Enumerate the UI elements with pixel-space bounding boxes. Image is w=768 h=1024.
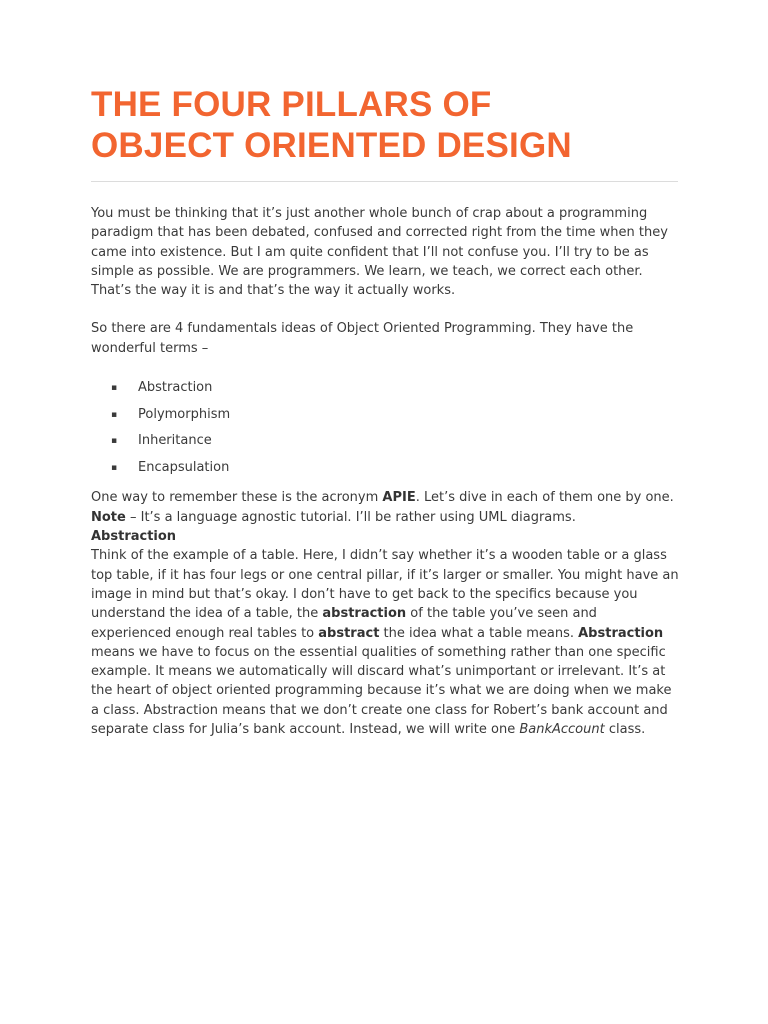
list-item [91,375,679,402]
list-item-label: Inheritance [138,433,212,449]
page-title [91,84,679,166]
list-item-label: Abstraction [138,380,213,396]
section-heading: Abstraction [91,529,177,545]
list-item [91,428,679,455]
list-item-label: Encapsulation [138,459,230,475]
title-line-2: OBJECT ORIENTED DESIGN [91,126,572,165]
bullet-icon: ▪ [111,436,118,447]
pillars-list [91,375,679,481]
abstraction-text-3: the idea what a table means. [379,625,579,641]
abstraction-text-2: of the table you’ve seen and experienced enough real tables to [91,606,597,641]
abstraction-italic-class: BankAccount [519,722,605,738]
list-item [91,402,679,429]
intro-paragraph: You must be thinking that it’s just another whole bunch of crap about a programming paradigm that has been debated, confused and corrected right from the time when they came into existence. But I am quite confident that I’ll not confuse you. I’ll try to be as simple as possible. We are programmers. We learn, we teach, we correct each other. That’s the way it is and that’s the way it actually works. [91,206,668,299]
abstraction-bold-1: abstraction [322,606,407,622]
note-label: Note [91,509,126,525]
list-item [91,455,679,482]
bullet-icon: ▪ [111,409,118,420]
abstraction-text-5: class. [604,722,646,738]
body-paragraph [91,488,679,739]
abstraction-bold-3: Abstraction [578,625,664,641]
fundamentals-paragraph: So there are 4 fundamentals ideas of Object Oriented Programming. They have the wonderful terms – [91,321,634,356]
bullet-icon: ▪ [111,383,118,394]
acronym-term: APIE [382,490,416,506]
list-item-label: Polymorphism [138,406,231,422]
note-text: – It’s a language agnostic tutorial. I’ll be rather using UML diagrams. [125,509,576,525]
title-divider [91,181,678,182]
title-line-1: THE FOUR PILLARS OF [91,85,492,124]
acronym-text-after: . Let’s dive in each of them one by one. [415,490,674,506]
abstraction-text-4: means we have to focus on the essential qualities of something rather than one specific example. It means we automatically will discard what’s unimportant or irrelevant. It’s at the heart of object oriented programming because it’s what we are doing when we make a class. Abstraction means that we don’t create one class for Robert’s bank account and separate class for Julia’s bank account. Instead, we will write one [91,644,672,738]
abstraction-text-1: Think of the example of a table. Here, I didn’t say whether it’s a wooden table or a glass top table, if it has four legs or one central pillar, if it’s larger or smaller. You might have an image in mind but that’s okay. I don’t have to get back to the specifics because you understand the idea of a table, the [91,548,679,622]
acronym-text-before: One way to remember these is the acronym [91,490,383,506]
document-page [91,84,679,739]
bullet-icon: ▪ [111,462,118,473]
abstraction-bold-2: abstract [318,625,380,641]
